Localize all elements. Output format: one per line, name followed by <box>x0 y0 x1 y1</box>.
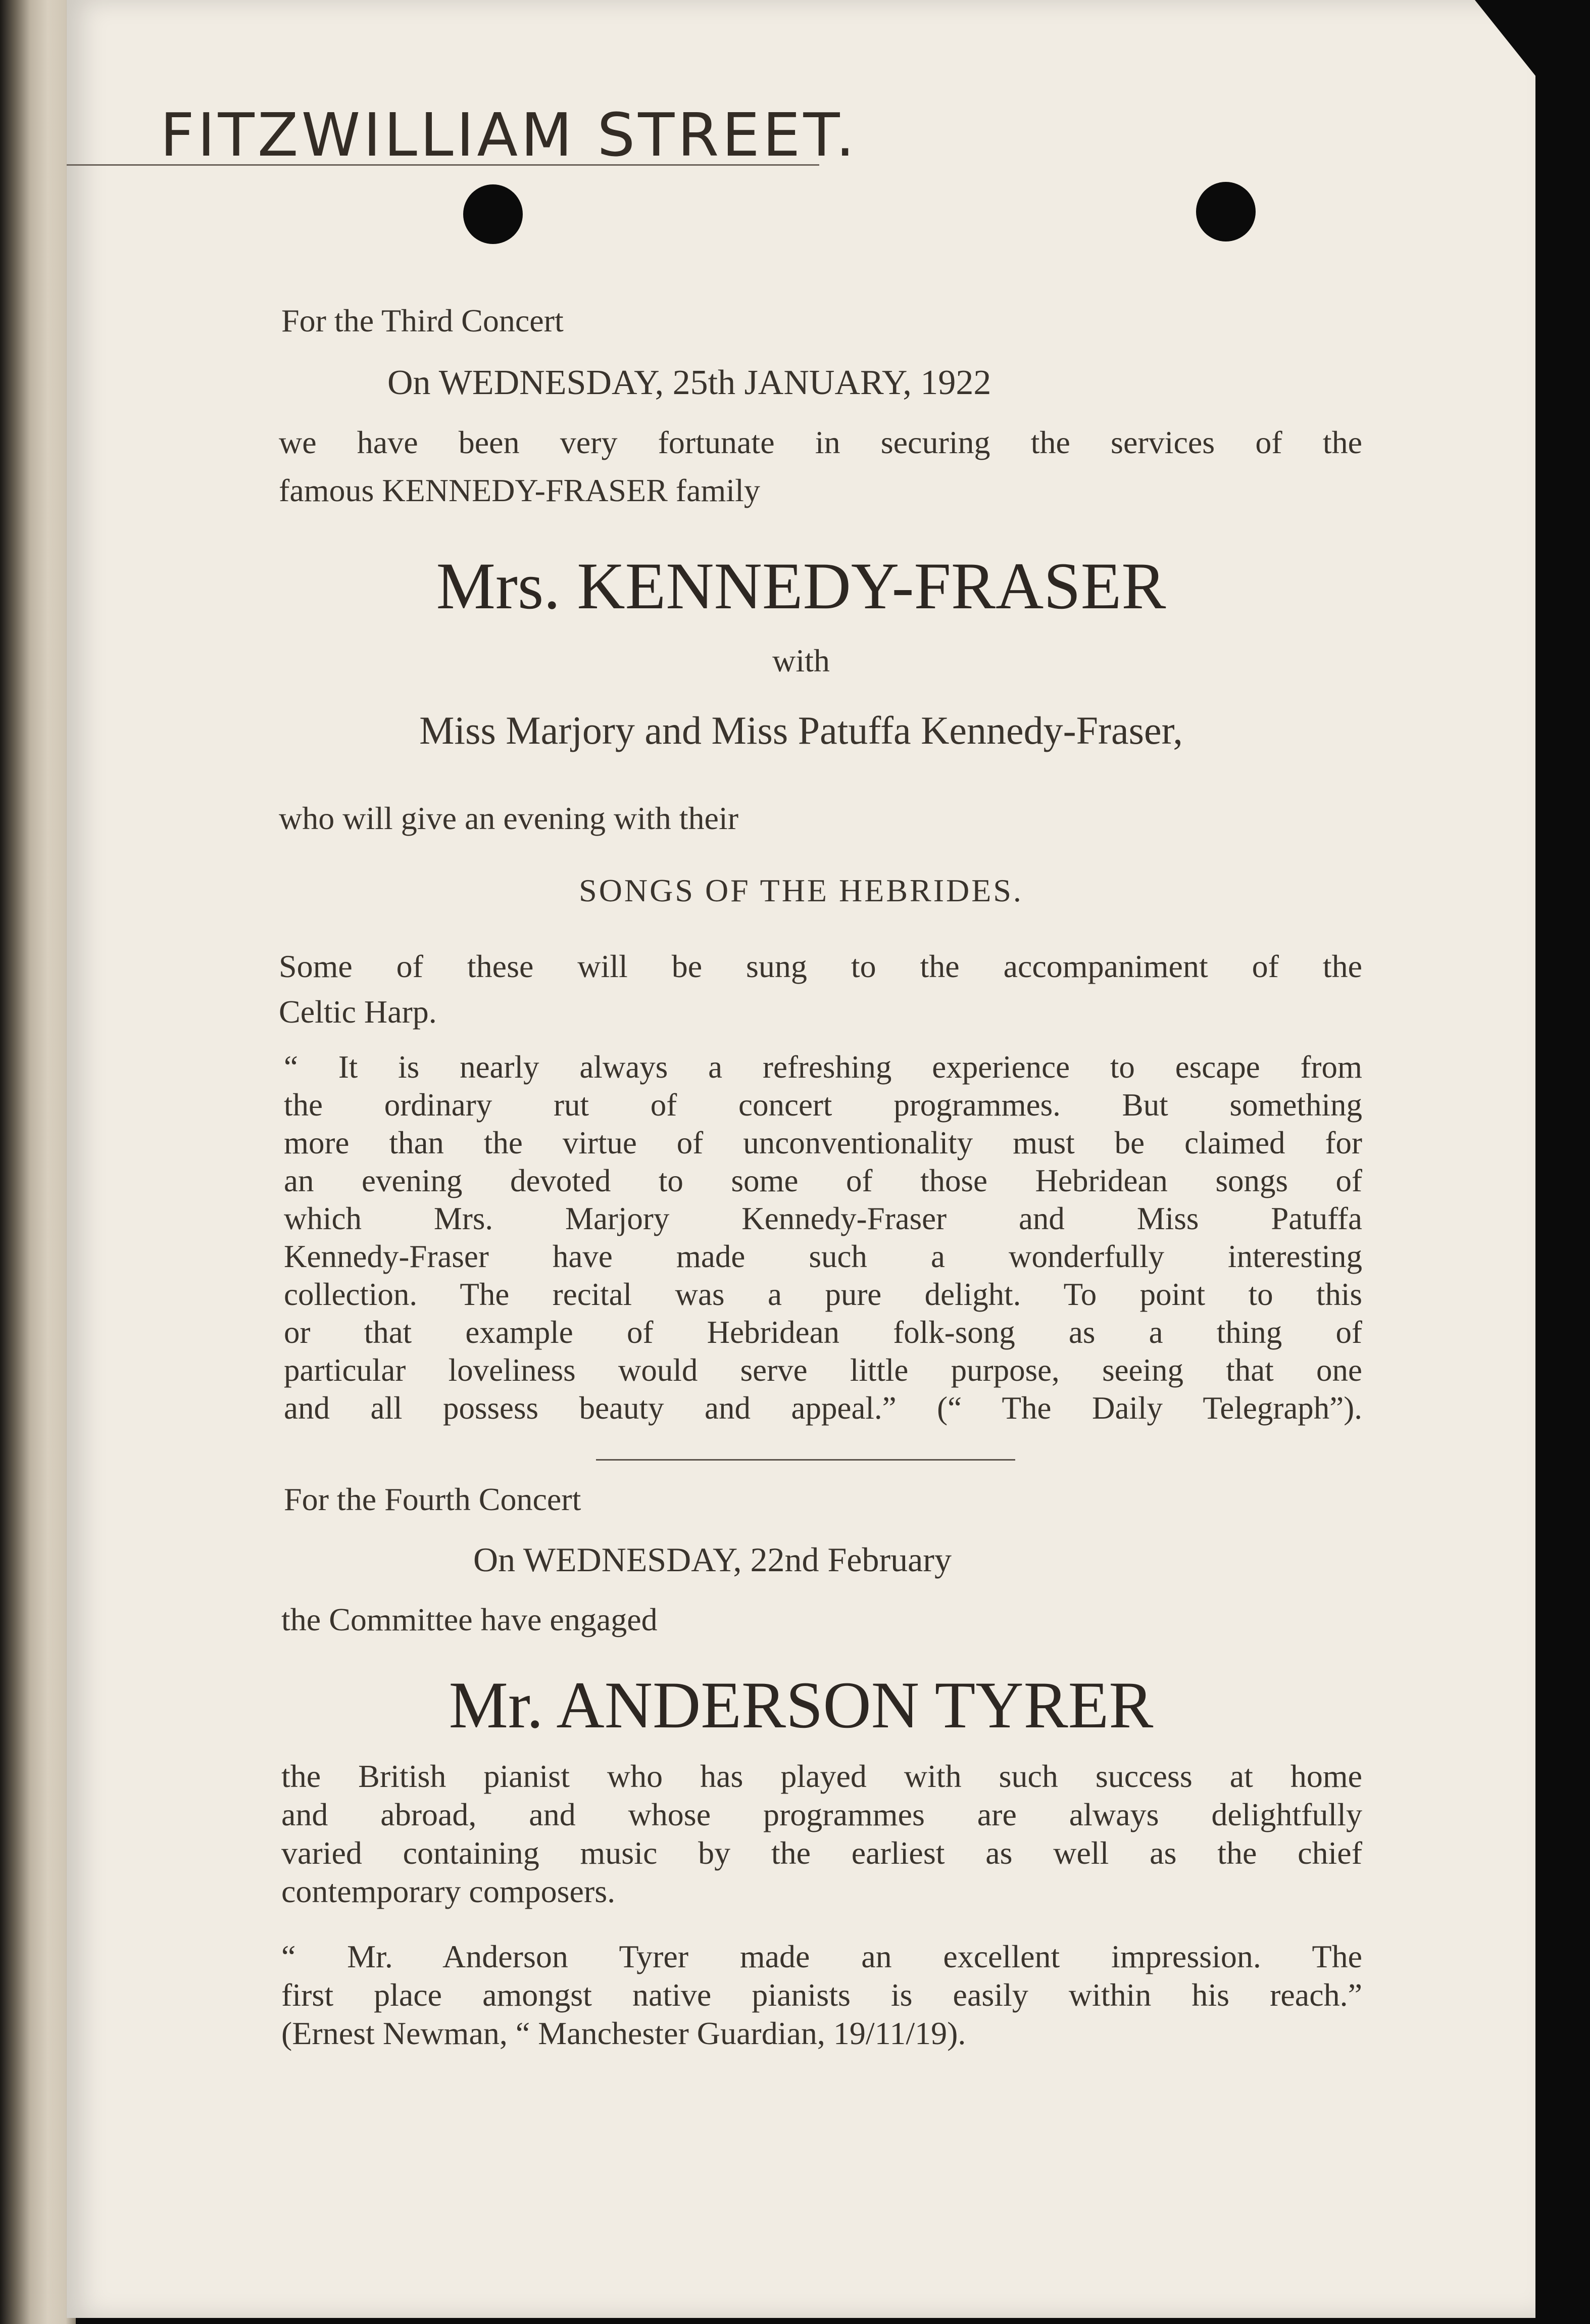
third-concert-line2: famous KENNEDY-FRASER family <box>279 472 760 508</box>
fourth-concert-date: On WEDNESDAY, 22nd February <box>473 1540 952 1579</box>
review-line: which Mrs. Marjory Kennedy-Fraser and Miss Patuffa <box>284 1201 1362 1236</box>
punch-hole-right <box>1196 182 1256 241</box>
harp-line1: Some of these will be sung to the accompaniment of the <box>279 948 1362 984</box>
punch-hole-left <box>463 184 523 244</box>
harp-line2: Celtic Harp. <box>279 994 437 1030</box>
review-line: the ordinary rut of concert programmes. But something <box>284 1087 1362 1123</box>
third-concert-line1: we have been very fortunate in securing the services of the <box>279 424 1362 460</box>
review-line: “ Mr. Anderson Tyrer made an excellent impression. The <box>281 1939 1362 1974</box>
description-line: contemporary composers. <box>281 1873 616 1909</box>
performer-anderson-tyrer: Mr. ANDERSON TYRER <box>449 1668 1154 1742</box>
review-line: Kennedy-Fraser have made such a wonderfully interesting <box>284 1239 1362 1274</box>
book-spine <box>0 0 76 2324</box>
review-line: or that example of Hebridean folk-song as a thing of <box>284 1315 1362 1350</box>
co-performers: Miss Marjory and Miss Patuffa Kennedy-Fraser, <box>419 708 1183 752</box>
page-header: FITZWILLIAM STREET. <box>160 100 858 170</box>
programme-page <box>67 0 1535 2318</box>
review-line: collection. The recital was a pure delight. To point to this <box>284 1277 1362 1312</box>
description-line: and abroad, and whose programmes are always delightfully <box>281 1797 1362 1832</box>
review-line: (Ernest Newman, “ Manchester Guardian, 19/11/19). <box>281 2015 966 2051</box>
review-line: “ It is nearly always a refreshing experience to escape from <box>284 1049 1362 1085</box>
description-line: varied containing music by the earliest as well as the chief <box>281 1835 1362 1871</box>
fourth-concert-intro: For the Fourth Concert <box>284 1481 581 1517</box>
with-label: with <box>772 643 830 679</box>
third-concert-intro: For the Third Concert <box>281 303 564 338</box>
folded-corner <box>1475 0 1535 76</box>
review-line: an evening devoted to some of those Hebridean songs of <box>284 1163 1362 1198</box>
evening-line: who will give an evening with their <box>279 800 739 836</box>
review-line: and all possess beauty and appeal.” (“ The Daily Telegraph”). <box>284 1390 1362 1426</box>
review-line: particular loveliness would serve little purpose, seeing that one <box>284 1352 1362 1388</box>
section-divider <box>596 1459 1015 1461</box>
review-line: first place amongst native pianists is easily within his reach.” <box>281 1977 1362 2013</box>
engaged-line: the Committee have engaged <box>281 1602 658 1637</box>
third-concert-date: On WEDNESDAY, 25th JANUARY, 1922 <box>387 363 991 402</box>
description-line: the British pianist who has played with such success at home <box>281 1758 1362 1794</box>
performer-kennedy-fraser: Mrs. KENNEDY-FRASER <box>436 549 1166 623</box>
programme-title: SONGS OF THE HEBRIDES. <box>579 873 1023 908</box>
review-line: more than the virtue of unconventionality must be claimed for <box>284 1125 1362 1160</box>
